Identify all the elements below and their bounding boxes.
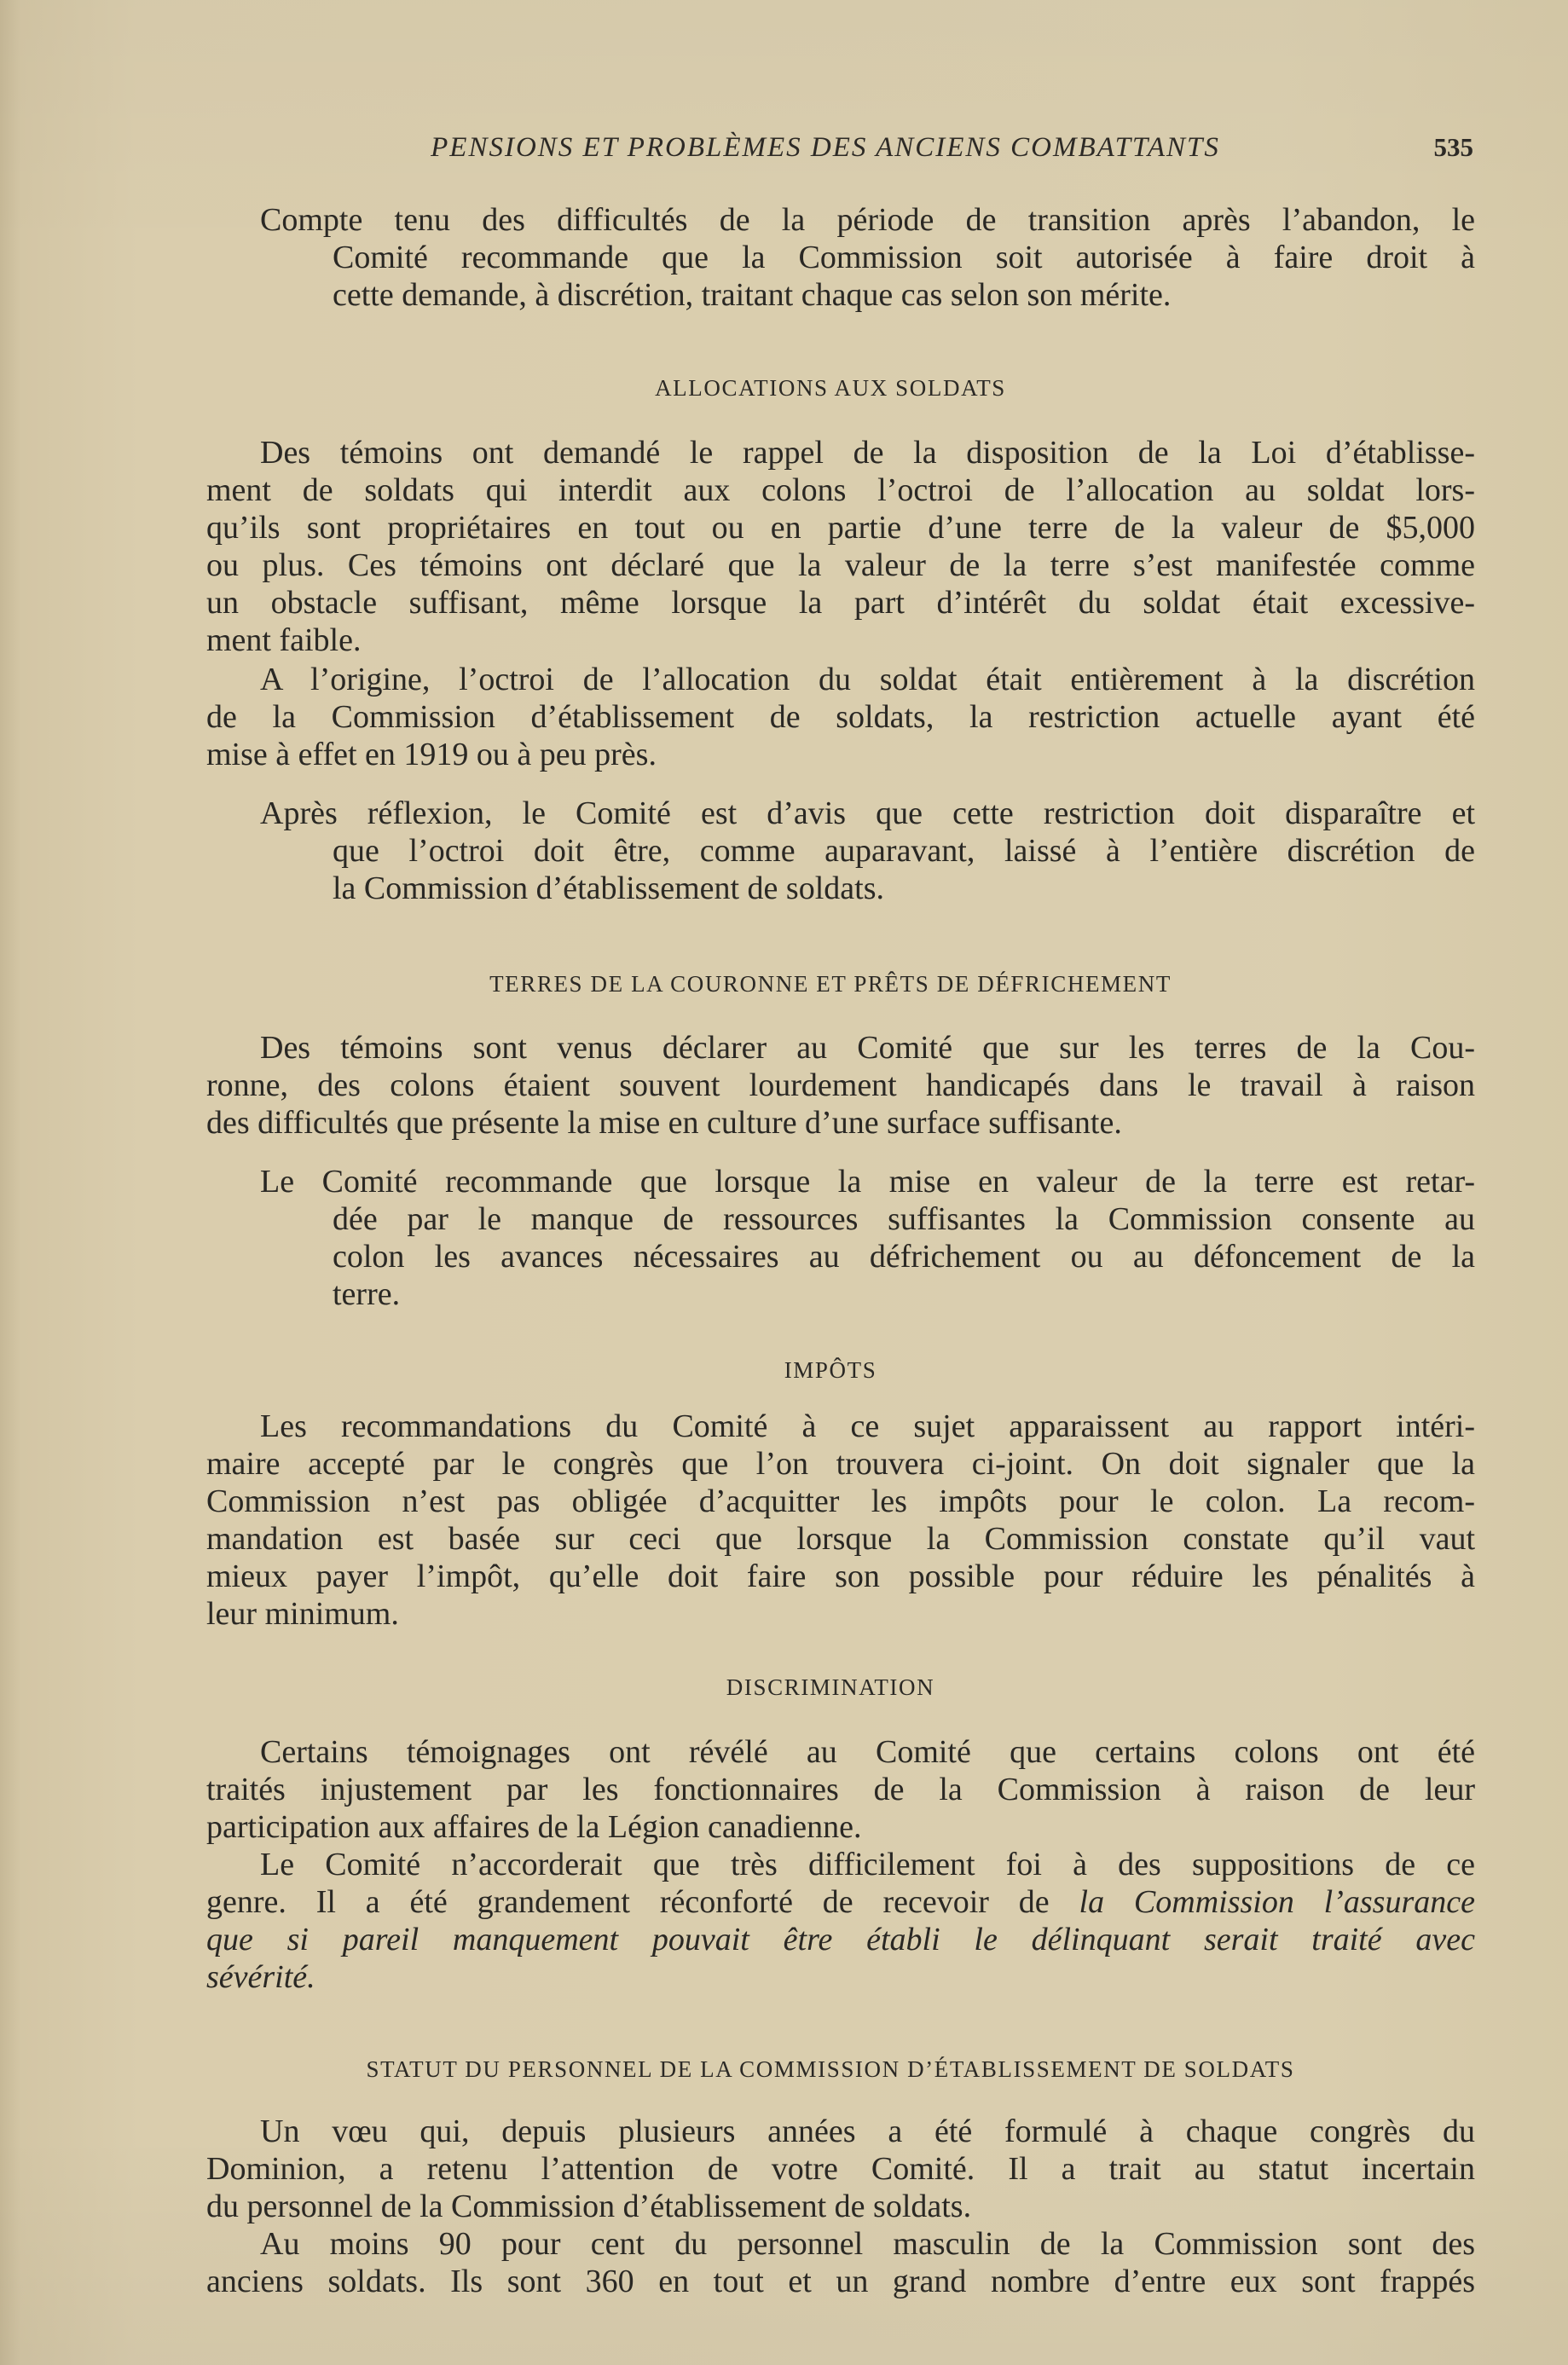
text-line: terre. [333, 1276, 401, 1312]
text-line: mieux payer l’impôt, qu’elle doit faire son possible pour réduire les pénalités à [206, 1558, 1475, 1594]
section-heading-impots: IMPÔTS [784, 1357, 877, 1383]
text-line: traités injustement par les fonctionnaires de la Commission à raison de leur [206, 1772, 1475, 1807]
text-line: dée par le manque de ressources suffisantes la Commission consente au [333, 1201, 1475, 1237]
text-line: qu’ils sont propriétaires en tout ou en partie d’une terre de la valeur de $5,000 [206, 510, 1475, 546]
paragraph [206, 661, 1475, 773]
text-line: leur minimum. [206, 1596, 399, 1632]
text-line: ou plus. Ces témoins ont déclaré que la valeur de la terre s’est manifestée comme [206, 547, 1475, 583]
section-heading-discrimination: DISCRIMINATION [726, 1674, 935, 1700]
text-line: mandation est basée sur ceci que lorsque la Commission constate qu’il vaut [206, 1521, 1475, 1557]
text-line: Le Comité recommande que lorsque la mise en valeur de la terre est retar- [260, 1164, 1475, 1200]
text-line: ment faible. [206, 622, 362, 658]
text-line: un obstacle suffisant, même lorsque la part d’intérêt du soldat était excessive- [206, 585, 1475, 621]
text-line: Certains témoignages ont révélé au Comité que certains colons ont été [260, 1734, 1475, 1770]
running-header [206, 129, 1475, 166]
paragraph-intro [206, 201, 1475, 314]
text-line: la Commission d’établissement de soldats. [333, 870, 884, 906]
text-line: A l’origine, l’octroi de l’allocation du soldat était entièrement à la discrétion [260, 662, 1475, 697]
paragraph [206, 1846, 1475, 1996]
text-line: Commission n’est pas obligée d’acquitter les impôts pour le colon. La recom- [206, 1483, 1475, 1519]
paragraph [206, 1029, 1475, 1142]
text-line: maire accepté par le congrès que l’on trouvera ci-joint. On doit signaler que la [206, 1446, 1475, 1482]
paragraph [206, 1733, 1475, 1846]
text-line: Des témoins sont venus déclarer au Comité que sur les terres de la Cou- [260, 1030, 1475, 1066]
text-line: mise à effet en 1919 ou à peu près. [206, 737, 657, 772]
text-roman: genre. Il a été grandement réconforté de recevoir de [206, 1884, 1050, 1920]
text-line: ment de soldats qui interdit aux colons l’octroi de l’allocation au soldat lors- [206, 472, 1475, 508]
paragraph-recommendation [206, 795, 1475, 907]
paragraph-recommendation [206, 1163, 1475, 1313]
document-page [206, 129, 1475, 2300]
text-line: colon les avances nécessaires au défrichement ou au défoncement de la [333, 1239, 1475, 1275]
text-line: du personnel de la Commission d’établissement de soldats. [206, 2189, 972, 2224]
section-heading-allocations: ALLOCATIONS AUX SOLDATS [655, 375, 1006, 401]
paragraph [206, 1408, 1475, 1633]
text-line: Les recommandations du Comité à ce sujet apparaissent au rapport intéri- [260, 1408, 1475, 1444]
text-line: Le Comité n’accorderait que très difficilement foi à des suppositions de ce [260, 1847, 1475, 1882]
text-line: que l’octroi doit être, comme auparavant, laissé à l’entière discrétion de [333, 833, 1475, 869]
text-line-mixed [206, 1883, 1475, 1921]
text-line-italic: sévérité. [206, 1959, 315, 1995]
text-line: anciens soldats. Ils sont 360 en tout et un grand nombre d’entre eux sont frappés [206, 2264, 1475, 2299]
paragraph [206, 2225, 1475, 2300]
paragraph [206, 2113, 1475, 2225]
section-heading-terres: TERRES DE LA COURONNE ET PRÊTS DE DÉFRICHEMENT [489, 971, 1172, 997]
text-line: Comité recommande que la Commission soit autorisée à faire droit à [333, 240, 1475, 275]
text-line: Dominion, a retenu l’attention de votre Comité. Il a trait au statut incertain [206, 2151, 1475, 2187]
text-line: Des témoins ont demandé le rappel de la disposition de la Loi d’établisse- [260, 435, 1475, 471]
text-italic: la Commission l’assurance [1079, 1884, 1475, 1920]
text-line: des difficultés que présente la mise en culture d’une surface suffisante. [206, 1105, 1122, 1141]
text-line-italic: que si pareil manquement pouvait être établi le délinquant serait traité avec [206, 1922, 1475, 1957]
running-head-title: PENSIONS ET PROBLÈMES DES ANCIENS COMBATTANTS [431, 132, 1220, 163]
text-line: cette demande, à discrétion, traitant chaque cas selon son mérite. [333, 277, 1172, 313]
text-line: Après réflexion, le Comité est d’avis que cette restriction doit disparaître et [260, 795, 1475, 831]
section-heading-statut: STATUT DU PERSONNEL DE LA COMMISSION D’ÉTABLISSEMENT DE SOLDATS [366, 2056, 1295, 2082]
page-number: 535 [1433, 132, 1473, 162]
text-line: Compte tenu des difficultés de la période de transition après l’abandon, le [260, 202, 1475, 238]
text-line: ronne, des colons étaient souvent lourdement handicapés dans le travail à raison [206, 1067, 1475, 1103]
text-line: Au moins 90 pour cent du personnel masculin de la Commission sont des [260, 2226, 1475, 2262]
text-line: participation aux affaires de la Légion canadienne. [206, 1809, 862, 1845]
text-line: Un vœu qui, depuis plusieurs années a été formulé à chaque congrès du [260, 2113, 1475, 2149]
paragraph [206, 434, 1475, 659]
text-line: de la Commission d’établissement de soldats, la restriction actuelle ayant été [206, 699, 1475, 735]
